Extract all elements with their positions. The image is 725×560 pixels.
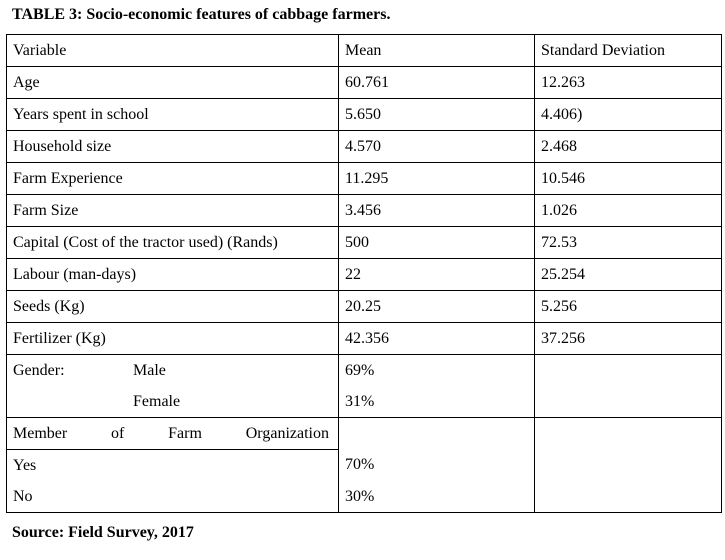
gender-label: Gender: bbox=[13, 361, 65, 379]
table-row bbox=[7, 163, 722, 195]
gender-female-cell bbox=[7, 386, 339, 418]
gender-male-label: Male bbox=[133, 361, 166, 379]
column-header-mean: Mean bbox=[339, 35, 535, 67]
variable-cell: Farm Experience bbox=[7, 163, 339, 195]
variable-cell: Age bbox=[7, 67, 339, 99]
sd-cell: 2.468 bbox=[535, 131, 722, 163]
mean-cell: 5.650 bbox=[339, 99, 535, 131]
sd-cell: 5.256 bbox=[535, 291, 722, 323]
membership-yes-sd bbox=[535, 450, 722, 482]
table-row bbox=[7, 67, 722, 99]
table-row bbox=[7, 99, 722, 131]
mean-cell: 3.456 bbox=[339, 195, 535, 227]
variable-cell: Farm Size bbox=[7, 195, 339, 227]
table-row bbox=[7, 259, 722, 291]
sd-cell: 4.406) bbox=[535, 99, 722, 131]
membership-sd-blank bbox=[535, 418, 722, 450]
table-row bbox=[7, 195, 722, 227]
membership-yes-label: Yes bbox=[7, 450, 339, 482]
mean-cell: 500 bbox=[339, 227, 535, 259]
gender-male-row bbox=[7, 355, 722, 387]
membership-yes-value: 70% bbox=[339, 450, 535, 482]
mean-cell: 22 bbox=[339, 259, 535, 291]
gender-female-sd bbox=[535, 386, 722, 418]
header-row bbox=[7, 35, 722, 67]
membership-yes-row bbox=[7, 450, 722, 482]
gender-male-value: 69% bbox=[339, 355, 535, 387]
variable-cell: Seeds (Kg) bbox=[7, 291, 339, 323]
variable-cell: Capital (Cost of the tractor used) (Rands) bbox=[7, 227, 339, 259]
sd-cell: 72.53 bbox=[535, 227, 722, 259]
socio-economic-table bbox=[6, 34, 722, 513]
table-row bbox=[7, 291, 722, 323]
table-caption: TABLE 3: Socio-economic features of cabbage farmers. bbox=[12, 6, 391, 23]
membership-no-label: No bbox=[7, 481, 339, 513]
sd-cell: 37.256 bbox=[535, 323, 722, 355]
membership-no-sd bbox=[535, 481, 722, 513]
gender-male-sd bbox=[535, 355, 722, 387]
mean-cell: 4.570 bbox=[339, 131, 535, 163]
gender-female-value: 31% bbox=[339, 386, 535, 418]
membership-label: Member of Farm Organization bbox=[13, 424, 329, 442]
membership-header-row bbox=[7, 418, 722, 450]
table-row bbox=[7, 323, 722, 355]
table-source: Source: Field Survey, 2017 bbox=[12, 524, 194, 541]
membership-label-cell bbox=[7, 418, 339, 450]
sd-cell: 10.546 bbox=[535, 163, 722, 195]
variable-cell: Years spent in school bbox=[7, 99, 339, 131]
variable-cell: Labour (man-days) bbox=[7, 259, 339, 291]
membership-no-value: 30% bbox=[339, 481, 535, 513]
variable-cell: Fertilizer (Kg) bbox=[7, 323, 339, 355]
gender-female-label: Female bbox=[133, 392, 181, 410]
table-row bbox=[7, 131, 722, 163]
variable-cell: Household size bbox=[7, 131, 339, 163]
mean-cell: 11.295 bbox=[339, 163, 535, 195]
column-header-variable: Variable bbox=[7, 35, 339, 67]
table-row bbox=[7, 227, 722, 259]
gender-female-row bbox=[7, 386, 722, 418]
mean-cell: 42.356 bbox=[339, 323, 535, 355]
sd-cell: 1.026 bbox=[535, 195, 722, 227]
mean-cell: 60.761 bbox=[339, 67, 535, 99]
membership-mean-blank bbox=[339, 418, 535, 450]
mean-cell: 20.25 bbox=[339, 291, 535, 323]
sd-cell: 12.263 bbox=[535, 67, 722, 99]
membership-no-row bbox=[7, 481, 722, 513]
gender-male-cell bbox=[7, 355, 339, 387]
column-header-sd: Standard Deviation bbox=[535, 35, 722, 67]
sd-cell: 25.254 bbox=[535, 259, 722, 291]
